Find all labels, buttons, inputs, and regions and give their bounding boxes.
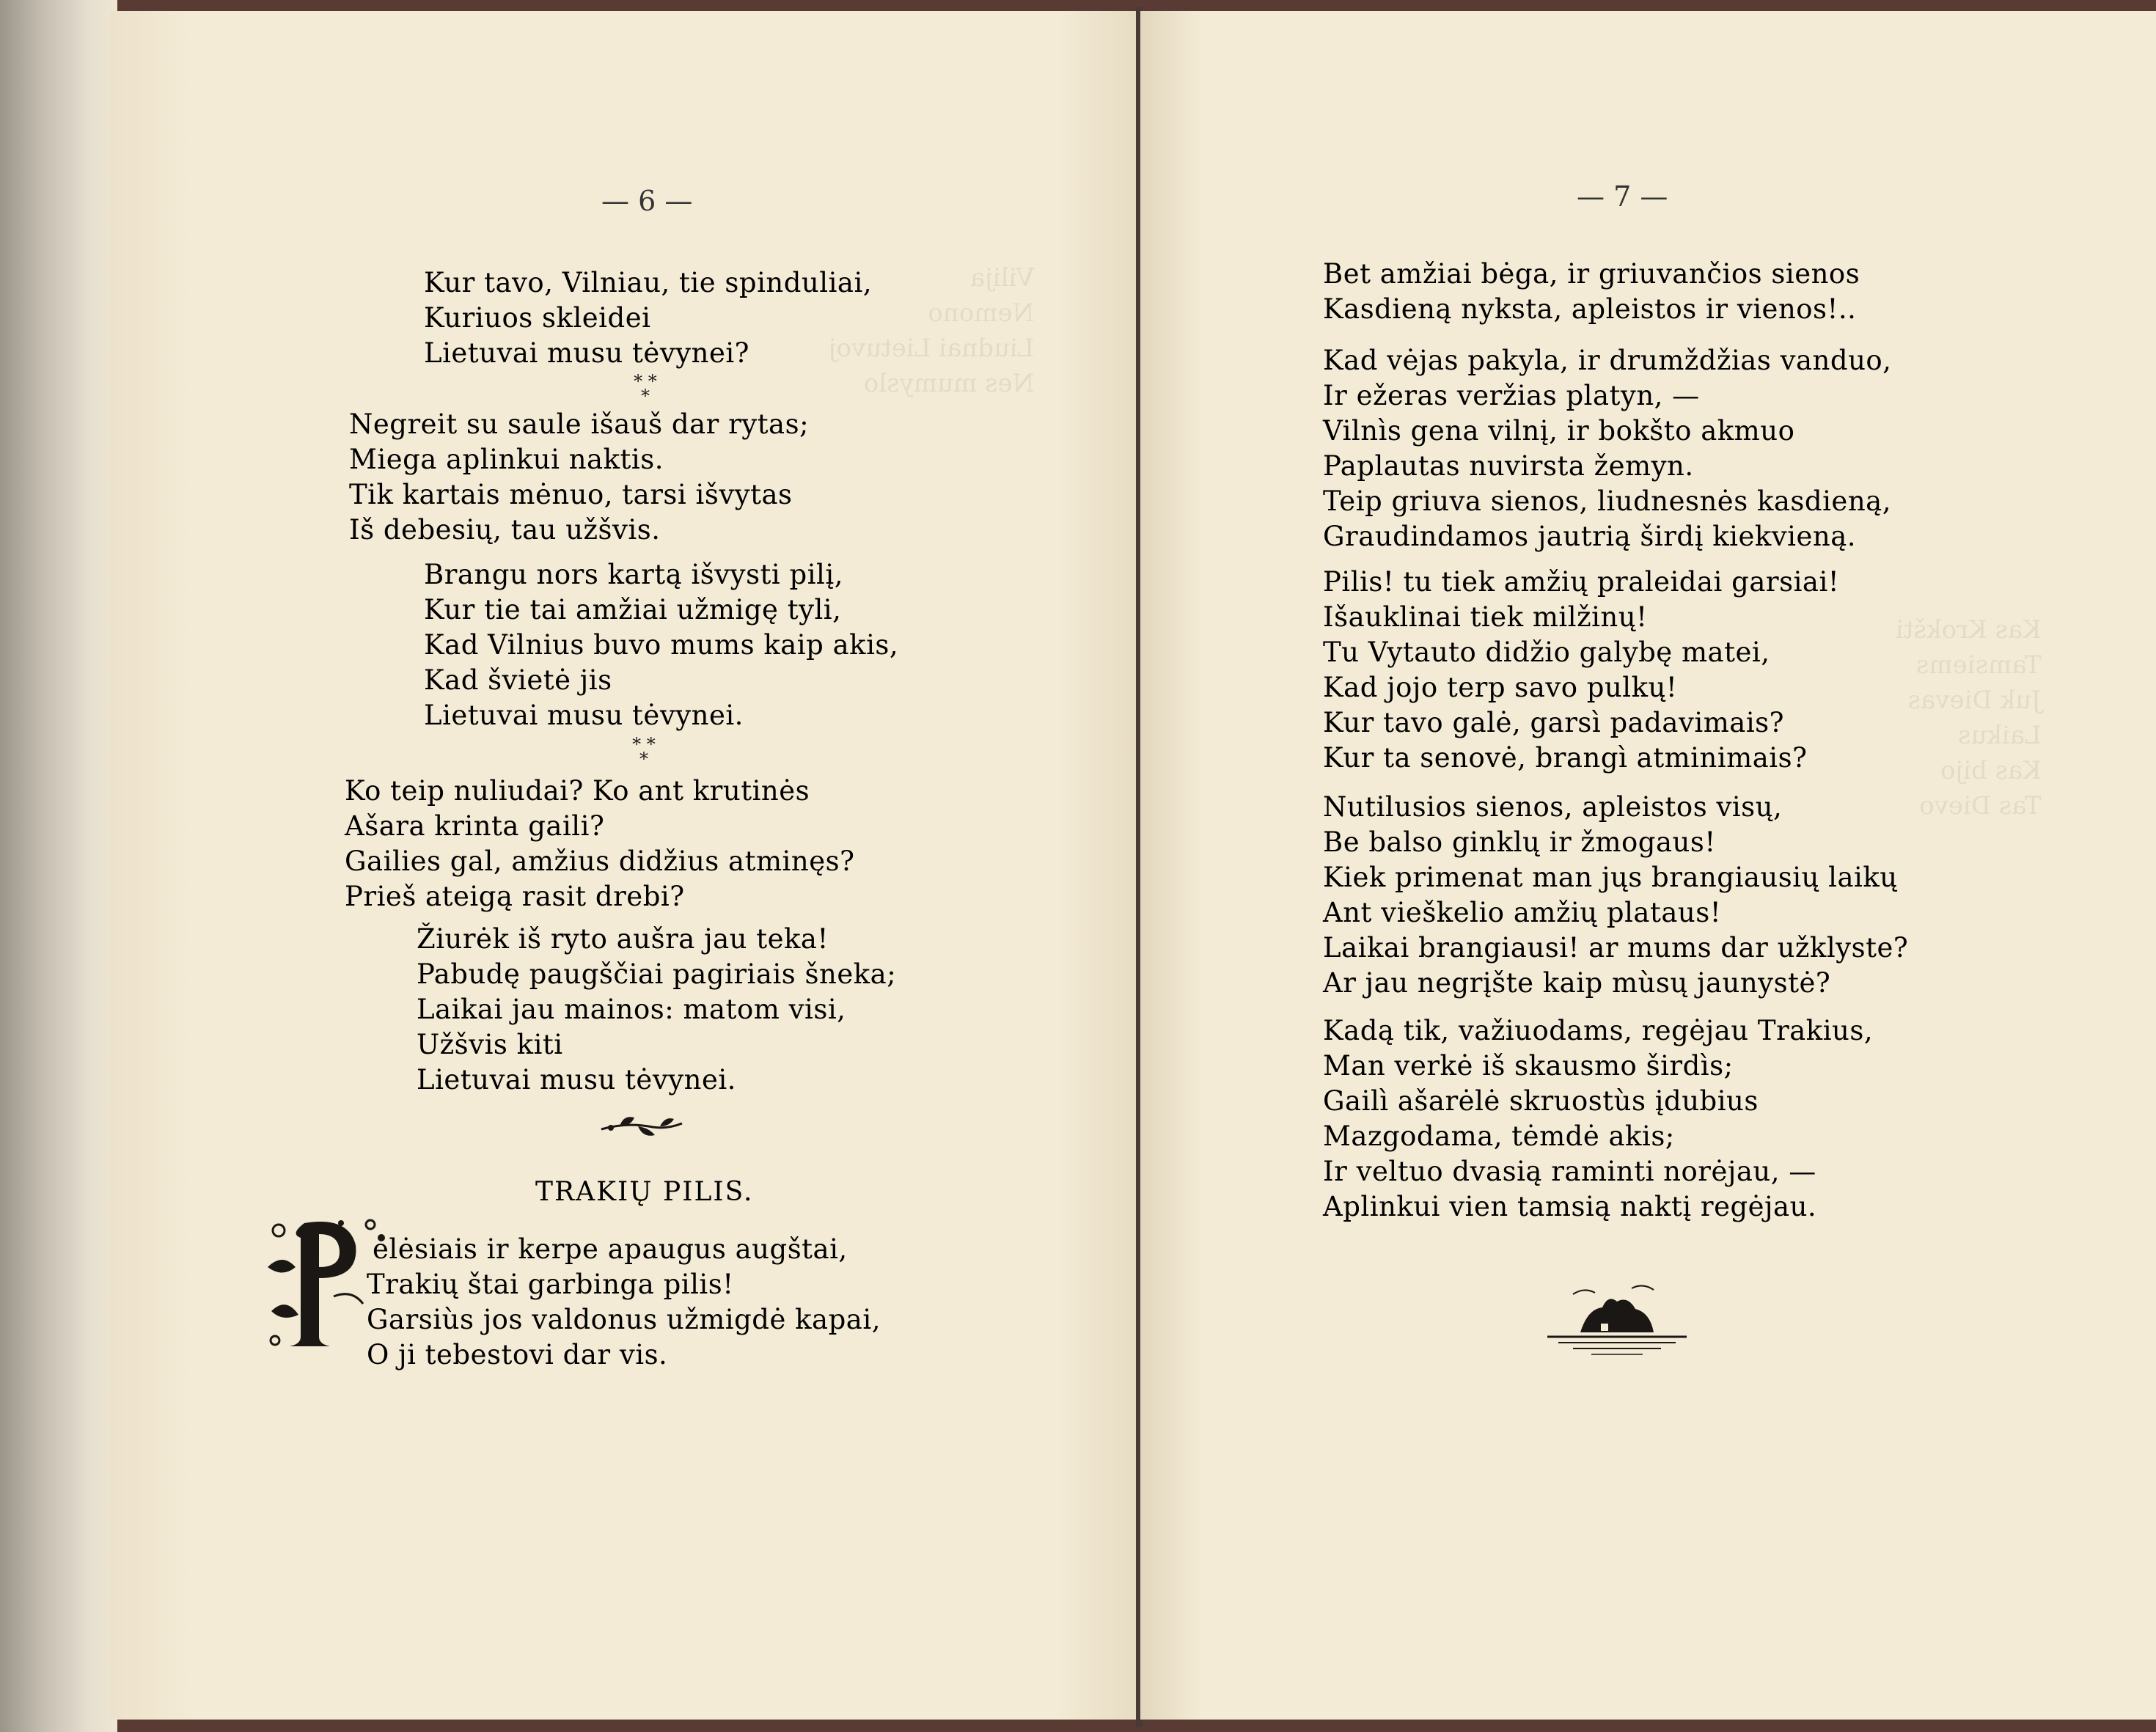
right-stanza-3: [1323, 565, 1839, 776]
verse-line: Kuriuos skleidei: [424, 302, 651, 334]
verse-line: Žiurėk iš ryto aušra jau teka!: [417, 923, 829, 955]
verse-line: Garsiùs jos valdonus užmigdė kapai,: [367, 1304, 881, 1335]
asterism-star: *: [641, 386, 650, 406]
verse-line: O ji tebestovi dar vis.: [367, 1339, 668, 1370]
verse-line: Kur tavo, Vilniau, tie spinduliai,: [424, 267, 873, 298]
verse-line: Ir veltuo dvasią raminti norėjau, —: [1323, 1156, 1816, 1187]
asterism-separator: [616, 371, 675, 406]
verse-line: Išauklinai tiek milžinų!: [1323, 601, 1648, 633]
verse-line: Ašara krinta gaili?: [345, 810, 605, 842]
verse-line: Tik kartais mėnuo, tarsi išvytas: [349, 479, 793, 510]
left-stanza-3: [424, 557, 898, 733]
verse-line: Tu Vytauto didžio galybę matei,: [1323, 636, 1770, 668]
right-stanza-4: [1323, 790, 1908, 1001]
verse-line: Kad vėjas pakyla, ir drumždžias vanduo,: [1323, 345, 1892, 376]
verse-line: Kasdieną nyksta, apleistos ir vienos!..: [1323, 293, 1857, 325]
verse-line: Kad Vilnius buvo mums kaip akis,: [424, 629, 899, 661]
left-stanza-2: [349, 407, 809, 548]
verse-line: Iš debesių, tau užšvis.: [349, 514, 661, 546]
asterism-star: *: [639, 749, 648, 769]
verse-line: Kadą tik, važiuodams, regėjau Trakius,: [1323, 1015, 1874, 1046]
verse-line: Kad jojo terp savo pulkų!: [1323, 672, 1678, 703]
island-vignette-icon: [1544, 1280, 1690, 1360]
verse-line: Ir ežeras veržias platyn, —: [1323, 380, 1700, 411]
verse-line: Man verkė iš skausmo širdìs;: [1323, 1050, 1734, 1082]
verse-line: Paplautas nuvirsta žemyn.: [1323, 450, 1694, 482]
verse-line: Prieš ateigą rasit drebi?: [345, 881, 685, 912]
verse-line: Laikai brangiausi! ar mums dar užklyste?: [1323, 932, 1909, 964]
verse-line: Mazgodama, tėmdė akis;: [1323, 1120, 1675, 1152]
right-page-number: — 7 —: [1577, 180, 1668, 213]
verse-line: Lietuvai musu tėvynei?: [424, 337, 750, 369]
asterism-stars: * *: [634, 371, 657, 392]
verse-line: Negreit su saule išauš dar rytas;: [349, 408, 810, 440]
asterism-stars: * *: [632, 734, 656, 755]
verse-line: Nutilusios sienos, apleistos visų,: [1323, 791, 1783, 823]
verse-line: Kur tavo galė, garsì padavimais?: [1323, 707, 1785, 738]
verse-line: Trakių štai garbinga pilis!: [367, 1269, 734, 1300]
asterism-separator: [615, 734, 673, 769]
verse-line: Laikai jau mainos: matom visi,: [417, 994, 846, 1025]
verse-line: Pilis! tu tiek amžių praleidai garsiai!: [1323, 566, 1840, 598]
verse-line: Ko teip nuliudai? Ko ant krutinės: [345, 775, 810, 807]
verse-line: Lietuvai musu tėvynei.: [424, 700, 744, 731]
verse-line: Gailì ašarėlė skruostùs įdubius: [1323, 1085, 1759, 1117]
verse-line: Kur ta senovė, brangì atminimais?: [1323, 742, 1808, 774]
verse-line: Be balso ginklų ir žmogaus!: [1323, 826, 1716, 858]
left-stanza-1: [424, 265, 872, 371]
left-page-number: — 6 —: [601, 185, 693, 217]
verse-line: Kur tie tai amžiai užmigę tyli,: [424, 594, 842, 625]
section-title: TRAKIŲ PILIS.: [535, 1177, 754, 1207]
right-stanza-2: [1323, 343, 1891, 554]
verse-line: Bet amžiai bėga, ir griuvančios sienos: [1323, 258, 1860, 290]
right-stanza-1: [1323, 257, 1860, 327]
leaf-ornament-icon: [598, 1109, 686, 1145]
verse-line: Ant vieškelio amžių plataus!: [1323, 897, 1722, 928]
bleed-through-text: Kas Krokšti Tamsiems Juk Dievas Laikus Kas bijo Tas Dievo: [1896, 615, 2042, 821]
verse-line: Pabudę paugščiai pagiriais šneka;: [417, 958, 897, 990]
verse-line: Lietuvai musu tėvynei.: [417, 1064, 736, 1096]
verse-line: Miega aplinkui naktis.: [349, 444, 664, 475]
left-stanza-4: [345, 774, 854, 914]
verse-line: Gailies gal, amžius didžius atminęs?: [345, 845, 855, 877]
verse-line: elėsiais ir kerpe apaugus augštai,: [373, 1233, 848, 1265]
verse-line: Aplinkui vien tamsią naktį regėjau.: [1323, 1191, 1817, 1222]
verse-line: Kad švietė jis: [424, 664, 612, 696]
verse-line: Kiek primenat man jųs brangiausių laikų: [1323, 862, 1898, 893]
verse-line: Graudindamos jautrią širdį kiekvieną.: [1323, 521, 1857, 552]
verse-line: Vilnìs gena vilnį, ir bokšto akmuo: [1323, 415, 1795, 447]
verse-line: Brangu nors kartą išvysti pilį,: [424, 559, 843, 590]
verse-line: Teip griuva sienos, liudnesnės kasdieną,: [1323, 485, 1891, 517]
left-stanza-6: [367, 1232, 881, 1373]
right-stanza-5: [1323, 1013, 1873, 1225]
verse-line: Ar jau negrįšte kaip mùsų jaunystė?: [1323, 967, 1831, 999]
verse-line: Užšvis kiti: [417, 1029, 563, 1060]
left-stanza-5: [417, 922, 896, 1098]
book-edge-left: [0, 0, 117, 1732]
bleed-through-text: Vilija Nemono Liudnai Lietuvoj Nes mumyslo: [829, 263, 1035, 398]
